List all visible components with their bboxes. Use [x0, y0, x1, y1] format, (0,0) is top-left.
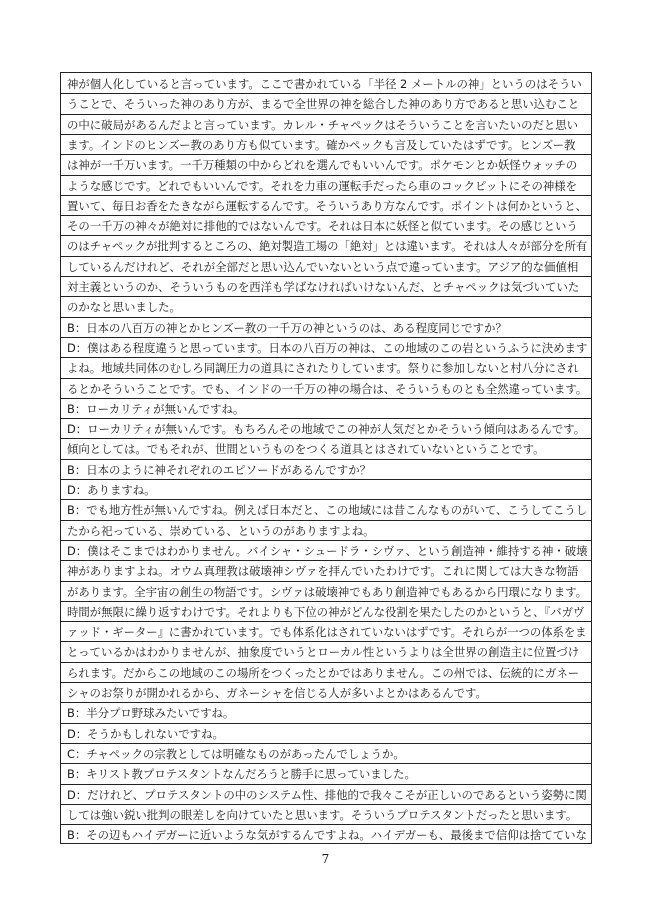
line-rule — [61, 824, 591, 825]
line-rule — [61, 520, 591, 521]
line-rule — [61, 256, 591, 257]
line-rule — [61, 723, 591, 724]
line-rule — [61, 378, 591, 379]
line-rule — [61, 621, 591, 622]
text-line: られます。だからこの地域のこの場所をつくったとかではありません。この州では、伝統的にガネー — [67, 665, 580, 680]
text-line: ます。インドのヒンズー教のあり方も似ています。確かペックも言及していたはずです。ヒンズー教 — [67, 137, 576, 152]
line-rule — [61, 438, 591, 439]
text-line: D：僕はある程度違うと思っています。日本の八百万の神は、この地域のこの岩というふうに決めます — [67, 340, 588, 355]
text-line: とっているかはわかりませんが、抽象度でいうとローカル性というよりは全世界の創造主に位置づけ — [67, 645, 580, 660]
line-rule — [61, 743, 591, 744]
text-line: 対主義というのか、そういうものを西洋も学ばなければいけないんだ、とチャペックは気づいていた — [67, 280, 580, 294]
text-line: ような感じです。どれでもいいんです。それを力車の運転手だったら車のコックピットにその神様を — [67, 178, 578, 193]
text-line: B：日本のように神それぞれのエピソードがあるんですか？ — [67, 462, 371, 477]
text-line: D：だけれど、プロテスタントの中のシステム性、排他的で我々こそが正しいのであるという姿勢に関 — [67, 787, 587, 802]
line-rule — [61, 682, 591, 683]
text-line: D：僕はそこまではわかりません。バイシャ・シュードラ・シヴァ、という創造神・維持する神・破壊 — [67, 543, 588, 558]
line-rule — [61, 641, 591, 642]
line-rule — [61, 296, 591, 297]
line-rule — [61, 93, 591, 94]
text-line: B：キリスト教プロテスタントなんだろうと勝手に思っていました。 — [67, 767, 416, 782]
transcript-box — [60, 72, 592, 844]
line-rule — [61, 398, 591, 399]
text-line: その一千万の神々が絶対に排他的ではないんです。それは日本に妖怪と似ています。その感じという — [67, 219, 578, 234]
text-line: B：その辺もハイデガーに近いような気がするんですよね。ハイデガーも、最後まで信仰は捨てていな — [67, 828, 587, 843]
text-line: B：半分プロ野球みたいですね。 — [67, 706, 235, 721]
line-rule — [61, 804, 591, 805]
line-rule — [61, 601, 591, 602]
line-rule — [61, 581, 591, 582]
text-line: 傾向としては。でもそれが、世間というものをつくる道具とはされていないということです。 — [67, 442, 545, 457]
line-rule — [61, 459, 591, 460]
text-line: シャのお祭りが開かれるから、ガネーシャを信じる人が多いよとかはあるんです。 — [67, 686, 487, 700]
text-line: D：そうかもしれないですね。 — [67, 726, 224, 741]
text-line: 置いて、毎日お香をたきながら運転するんです。そういうあり方なんです。ポイントは何かというと、 — [67, 198, 587, 213]
line-rule — [61, 114, 591, 115]
text-line: しているんだけれど、それが全部だと思い込んでいないという点で違っています。アジア的な価値相 — [67, 259, 579, 274]
line-rule — [61, 662, 591, 663]
line-rule — [61, 215, 591, 216]
line-rule — [61, 134, 591, 135]
line-rule — [61, 337, 591, 338]
line-rule — [61, 784, 591, 785]
line-rule — [61, 235, 591, 236]
page-number: 7 — [321, 852, 330, 866]
line-rule — [61, 357, 591, 358]
line-rule — [61, 499, 591, 500]
text-line: があります。全宇宙の創生の物語です。シヴァは破壊神でもあり創造神でもあるから円環になります。 — [67, 584, 588, 599]
text-line: ァッド・ギーター』に書かれています。でも体系化はされていないはずです。それらが一つの体系をま — [67, 625, 587, 640]
text-line: るとかそういうことです。でも、インドの一千万の神の場合は、そういうものとも全然違っています。 — [67, 381, 588, 396]
line-rule — [61, 175, 591, 176]
text-line: は神が一千万います。一千万種類の中からどれを選んでもいいんです。ポケモンとか妖怪ウォッチの — [67, 158, 578, 173]
line-rule — [61, 702, 591, 703]
line-rule — [61, 418, 591, 419]
text-line: のはチャペックが批判するところの、絶対製造工場の「絶対」とは違います。それは人々が部分を所有 — [67, 239, 588, 254]
text-line: C：チャペックの宗教としては明確なものがあったんでしょうか。 — [67, 746, 405, 761]
line-rule — [61, 479, 591, 480]
text-line: しては強い鋭い批判の眼差しを向けていたと思います。そういうプロテスタントだったと思います。 — [67, 807, 578, 822]
text-line: B：でも地方性が無いんですね。例えば日本だと、この地域には昔こんなものがいて、こうしてこうし — [67, 503, 588, 518]
line-rule — [61, 195, 591, 196]
line-rule — [61, 540, 591, 541]
text-line: 時間が無限に繰り返すわけです。それよりも下位の神がどんな役割を果たしたのかというと、『バガヴ — [67, 604, 585, 619]
text-line: よね。地域共同体のむしろ同調圧力の道具にされたりしています。祭りに参加しないと村八分にされ — [67, 361, 579, 376]
text-line: D：ありますね。 — [67, 483, 156, 497]
text-line: たから祀っている、崇めている、というのがありますよね。 — [67, 523, 375, 538]
line-rule — [61, 276, 591, 277]
text-line: の中に破局があるんだよと言っています。カレル・チャペックはそういうことを言いたいのだと思い — [67, 117, 579, 132]
text-line: B：ローカリティが無いんですね。 — [67, 401, 245, 416]
line-rule — [61, 560, 591, 561]
line-rule — [61, 317, 591, 318]
line-rule — [61, 154, 591, 155]
text-line: B：日本の八百万の神とかヒンズー教の一千万の神というのは、ある程度同じですか？ — [67, 320, 507, 335]
line-rule — [61, 763, 591, 764]
text-line: 神がありますよね。オウム真理教は破壊神シヴァを拝んでいたわけです。これに関しては大きな物語 — [67, 564, 579, 579]
text-line: のかなと思いました。 — [67, 300, 181, 315]
text-line: うことで、そういった神のあり方が、まるで全世界の神を総合した神のあり方であると思い込むこと — [67, 97, 580, 112]
text-line: 神が個人化していると言っています。ここで書かれている「半径 2 メートルの神」というのはそうい — [67, 77, 582, 91]
text-line: D：ローカリティが無いんです。もちろんその地域でこの神が人気だとかそういう傾向はあるんです。 — [67, 422, 586, 437]
